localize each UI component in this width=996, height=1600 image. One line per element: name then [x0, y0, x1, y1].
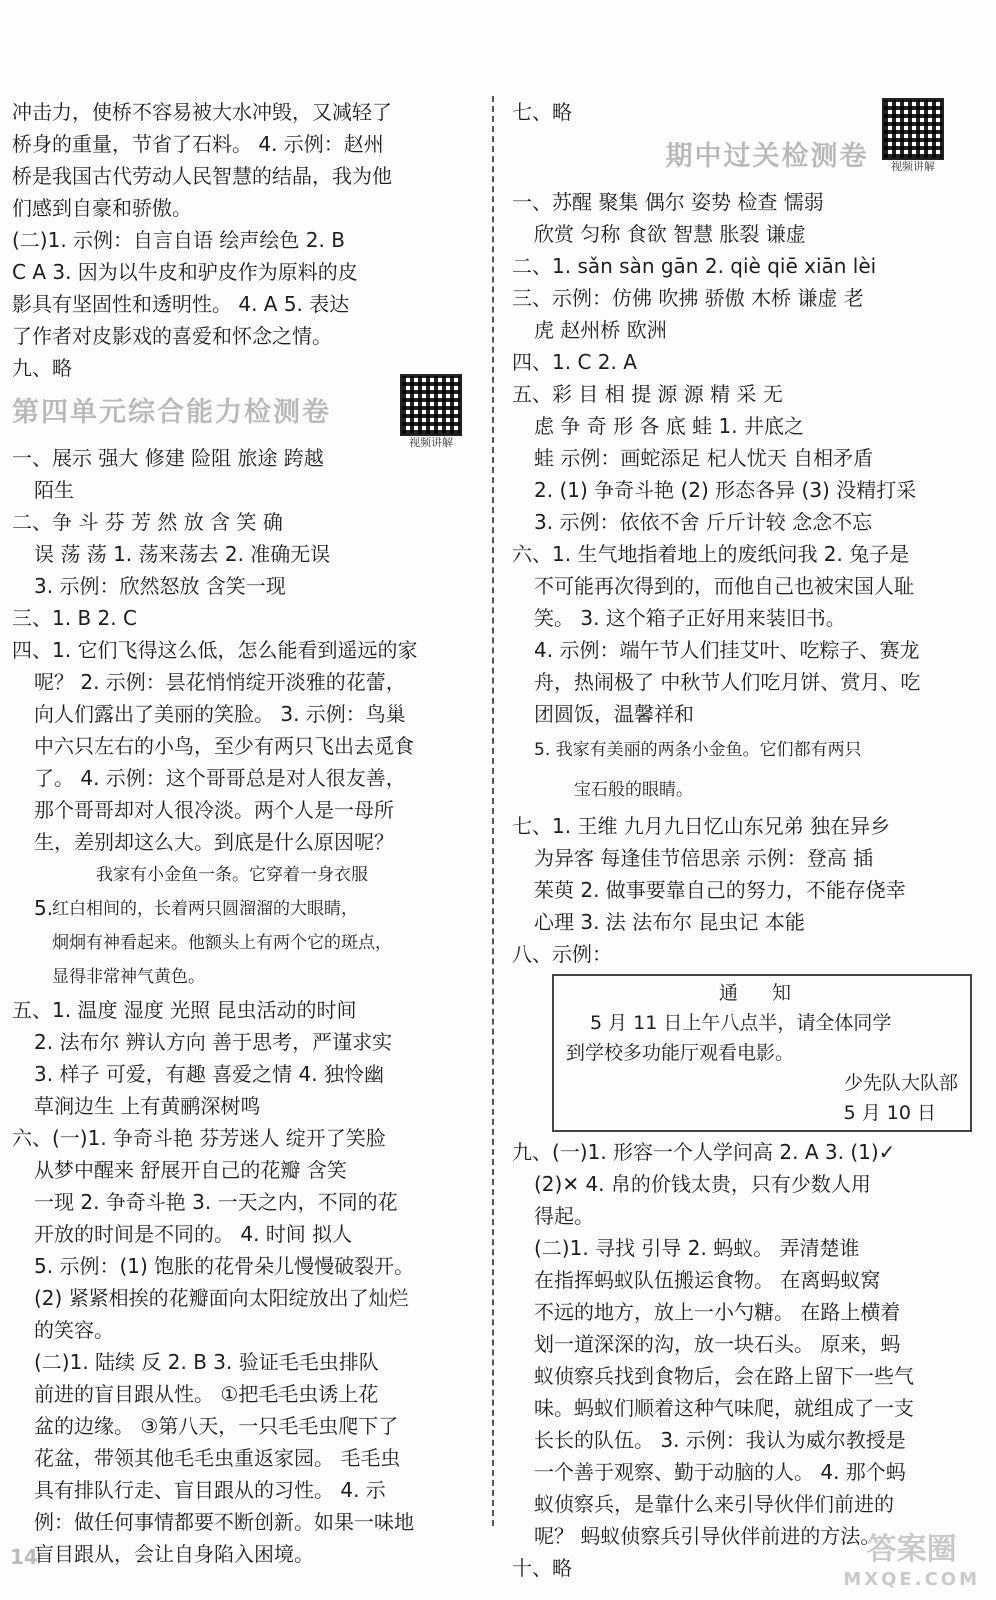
qr-code-icon: [400, 374, 462, 436]
answer-line: 们感到自豪和骄傲。: [12, 196, 192, 220]
answer-line: 2. 法布尔 辨认方向 善于思考，严谨求实: [34, 1030, 393, 1054]
answer-line: C A 3. 因为以牛皮和驴皮作为原料的皮: [12, 260, 358, 284]
answer-line: 影具有坚固性和透明性。 4. A 5. 表达: [12, 292, 350, 316]
answer-line: 不远的地方，放上一小勺糖。 在路上横着: [534, 1300, 901, 1324]
answer-line: 前进的盲目跟从性。 ①把毛毛虫诱上花: [34, 1382, 379, 1406]
answer-line: 在指挥蚂蚁队伍搬运食物。 在离蚂蚁窝: [534, 1268, 881, 1292]
answer-line: 向人们露出了美丽的笑脸。 3. 示例：鸟巢: [34, 702, 406, 726]
notice-body: 到学校多功能厅观看电影。: [566, 1042, 795, 1064]
essay-line: 宝石般的眼睛。: [574, 780, 693, 800]
answer-line: 虎 赵州桥 欧洲: [534, 318, 667, 342]
answer-line: 十、略: [512, 1556, 572, 1580]
answer-line: 误 荡 荡 1. 荡来荡去 2. 准确无误: [34, 542, 331, 566]
essay-line: 我家有小金鱼一条。它穿着一身衣服: [96, 865, 368, 885]
answer-line: 一、展示 强大 修建 险阻 旅途 跨越: [12, 446, 324, 470]
essay-line: 显得非常神气黄色。: [52, 967, 205, 987]
answer-line: 了。 4. 示例：这个哥哥总是对人很友善，: [34, 766, 406, 790]
answer-line: 团圆饭，温馨祥和: [534, 702, 694, 726]
answer-line: 八、示例：: [512, 942, 612, 966]
answer-line: 二、1. sǎn sàn gān 2. qiè qiē xiān lèi: [512, 254, 877, 278]
watermark-url: MXQE.COM: [843, 1569, 980, 1590]
watermark-logo: [843, 1532, 980, 1595]
answer-line: 例：做任何事情都要不断创新。如果一味地: [34, 1510, 414, 1534]
answer-line: 花盆，带领其他毛毛虫重返家园。 毛毛虫: [34, 1446, 401, 1470]
essay-line: 5. 我家有美丽的两条小金鱼。它们都有两只: [534, 740, 862, 760]
answer-line: 桥是我国古代劳动人民智慧的结晶，我为他: [12, 164, 392, 188]
qr-caption: 视频讲解: [891, 160, 935, 173]
answer-line: 长长的队伍。 3. 示例：我认为威尔教授是: [534, 1428, 906, 1452]
answer-line: (2) 紧紧相挨的花瓣面向太阳绽放出了灿烂: [34, 1286, 409, 1310]
answer-line: 盆的边缘。 ③第八天，一只毛毛虫爬下了: [34, 1414, 399, 1438]
essay-line: 炯炯有神看起来。他额头上有两个它的斑点，: [52, 933, 392, 953]
answer-line: 一现 2. 争奇斗艳 3. 一天之内，不同的花: [34, 1190, 398, 1214]
answer-line: 了作者对皮影戏的喜爱和怀念之情。: [12, 324, 332, 348]
answer-line: (二)1. 示例：自言自语 绘声绘色 2. B: [12, 228, 345, 252]
answer-line: 3. 示例：欣然怒放 含笑一现: [34, 574, 286, 598]
answer-line: 陌生: [34, 478, 74, 502]
answer-line: 茱萸 2. 做事要靠自己的努力，不能存侥幸: [534, 878, 906, 902]
answer-line: 虑 争 奇 形 各 底 蛙 1. 井底之: [534, 414, 804, 438]
notice-body: 5 月 11 日上午八点半，请全体同学: [590, 1012, 892, 1034]
answer-line: 草涧边生 上有黄鹂深树鸣: [34, 1094, 261, 1118]
essay-line: 红白相间的，长着两只圆溜溜的大眼睛，: [52, 899, 358, 919]
qr-code[interactable]: [882, 98, 944, 174]
answer-line: 开放的时间是不同的。 4. 时间 拟人: [34, 1222, 353, 1246]
answer-line: 六、1. 生气地指着地上的废纸问我 2. 兔子是: [512, 542, 910, 566]
section-title: [12, 384, 462, 449]
answer-line: 3. 示例：依依不舍 斤斤计较 念念不忘: [534, 510, 873, 534]
answer-line: 4. 示例：端午节人们挂艾叶、吃粽子、赛龙: [534, 638, 920, 662]
column-divider: [492, 96, 494, 1526]
answer-line: 七、1. 王维 九月九日忆山东兄弟 独在异乡: [512, 814, 891, 838]
section-title: [512, 128, 982, 186]
essay-block: [512, 730, 982, 810]
answer-line: 欣赏 匀称 食欲 智慧 胀裂 谦虚: [534, 222, 806, 246]
left-column: [12, 96, 462, 1570]
answer-line: 为异客 每逢佳节倍思亲 示例：登高 插: [534, 846, 874, 870]
page-number: 14: [10, 1545, 38, 1569]
answer-line: 呢？ 蚂蚁侦察兵引导伙伴前进的方法。: [534, 1524, 881, 1548]
watermark-text: 答案圈: [866, 1532, 957, 1567]
notice-signature: 少先队大队部: [843, 1072, 958, 1094]
answer-line: 三、1. B 2. C: [12, 606, 137, 630]
qr-code[interactable]: [400, 374, 462, 450]
notice-title: 通 知: [718, 982, 806, 1004]
answer-line: 四、1. 它们飞得这么低，怎么能看到遥远的家: [12, 638, 418, 662]
answer-line: 味。蚂蚁们顺着这种气味爬，就组成了一支: [534, 1396, 914, 1420]
answer-line: 一个善于观察、勤于动脑的人。 4. 那个蚂: [534, 1460, 906, 1484]
answer-line: 笑。 3. 这个箱子正好用来装旧书。: [534, 606, 846, 630]
answer-line: 那个哥哥却对人很冷淡。两个人是一母所: [34, 798, 394, 822]
answer-line: 得起。: [534, 1204, 594, 1228]
answer-line: 从梦中醒来 舒展开自己的花瓣 含笑: [34, 1158, 347, 1182]
answer-line: 蛙 示例：画蛇添足 杞人忧天 自相矛盾: [534, 446, 874, 470]
answer-line: 划一道深深的沟，放一块石头。 原来，蚂: [534, 1332, 901, 1356]
answer-line: 九、略: [12, 356, 72, 380]
answer-line: 冲击力，使桥不容易被大水冲毁，又减轻了: [12, 100, 392, 124]
answer-line: 3. 样子 可爱，有趣 喜爱之情 4. 独怜幽: [34, 1062, 384, 1086]
answer-line: 四、1. C 2. A: [512, 350, 637, 374]
answer-line: 的笑容。: [34, 1318, 114, 1342]
answer-line: 盲目跟从，会让自身陷入困境。: [34, 1542, 314, 1566]
revision-exercise: [12, 858, 462, 994]
answer-line: 三、示例：仿佛 吹拂 骄傲 木桥 谦虚 老: [512, 286, 864, 310]
answer-line: 七、略: [512, 100, 572, 124]
answer-line: 五、1. 温度 湿度 光照 昆虫活动的时间: [12, 998, 357, 1022]
qr-code-icon: [882, 98, 944, 160]
answer-line: 中六只左右的小鸟，至少有两只飞出去觅食: [34, 734, 414, 758]
notice-date: 5 月 10 日: [843, 1102, 936, 1124]
section-title-text: 期中过关检测卷: [665, 141, 869, 172]
answer-line: 桥身的重量，节省了石料。 4. 示例：赵州: [12, 132, 384, 156]
answer-line: (二)1. 陆续 反 2. B 3. 验证毛毛虫排队: [34, 1350, 379, 1374]
answer-line: 具有排队行走、盲目跟从的习性。 4. 示: [34, 1478, 386, 1502]
answer-line: 不可能再次得到的，而他自己也被宋国人耻: [534, 574, 914, 598]
answer-line: 九、(一)1. 形容一个人学问高 2. A 3. (1)✓: [512, 1140, 896, 1164]
section-title-text: 第四单元综合能力检测卷: [12, 397, 331, 428]
answer-line: 舟，热闹极了 中秋节人们吃月饼、赏月、吃: [534, 670, 921, 694]
answer-line: 六、(一)1. 争奇斗艳 芬芳迷人 绽开了笑脸: [12, 1126, 386, 1150]
answer-line: 二、争 斗 芬 芳 然 放 含 笑 确: [12, 510, 283, 534]
answer-line: 一、苏醒 聚集 偶尔 姿势 检查 懦弱: [512, 190, 824, 214]
answer-line: 五、彩 目 相 提 源 源 精 采 无: [512, 382, 783, 406]
answer-line: 生，差别却这么大。到底是什么原因呢？: [34, 830, 394, 854]
essay-block: [12, 858, 462, 994]
q5-label: 5.: [34, 896, 54, 920]
right-column: [512, 96, 982, 1584]
notice-box: [552, 974, 972, 1132]
answer-line: 2. (1) 争奇斗艳 (2) 形态各异 (3) 没精打采: [534, 478, 917, 502]
qr-caption: 视频讲解: [409, 436, 453, 449]
answer-line: 心理 3. 法 法布尔 昆虫记 本能: [534, 910, 805, 934]
answer-line: 5. 示例：(1) 饱胀的花骨朵儿慢慢破裂开。: [34, 1254, 415, 1278]
answer-line: (2)✕ 4. 帛的价钱太贵，只有少数人用: [534, 1172, 871, 1196]
answer-line: 蚁侦察兵找到食物后，会在路上留下一些气: [534, 1364, 914, 1388]
answer-line: (二)1. 寻找 引导 2. 蚂蚁。 弄清楚谁: [534, 1236, 860, 1260]
answer-line: 呢？ 2. 示例：昙花悄悄绽开淡雅的花蕾，: [34, 670, 406, 694]
answer-line: 蚁侦察兵，是靠什么来引导伙伴们前进的: [534, 1492, 894, 1516]
